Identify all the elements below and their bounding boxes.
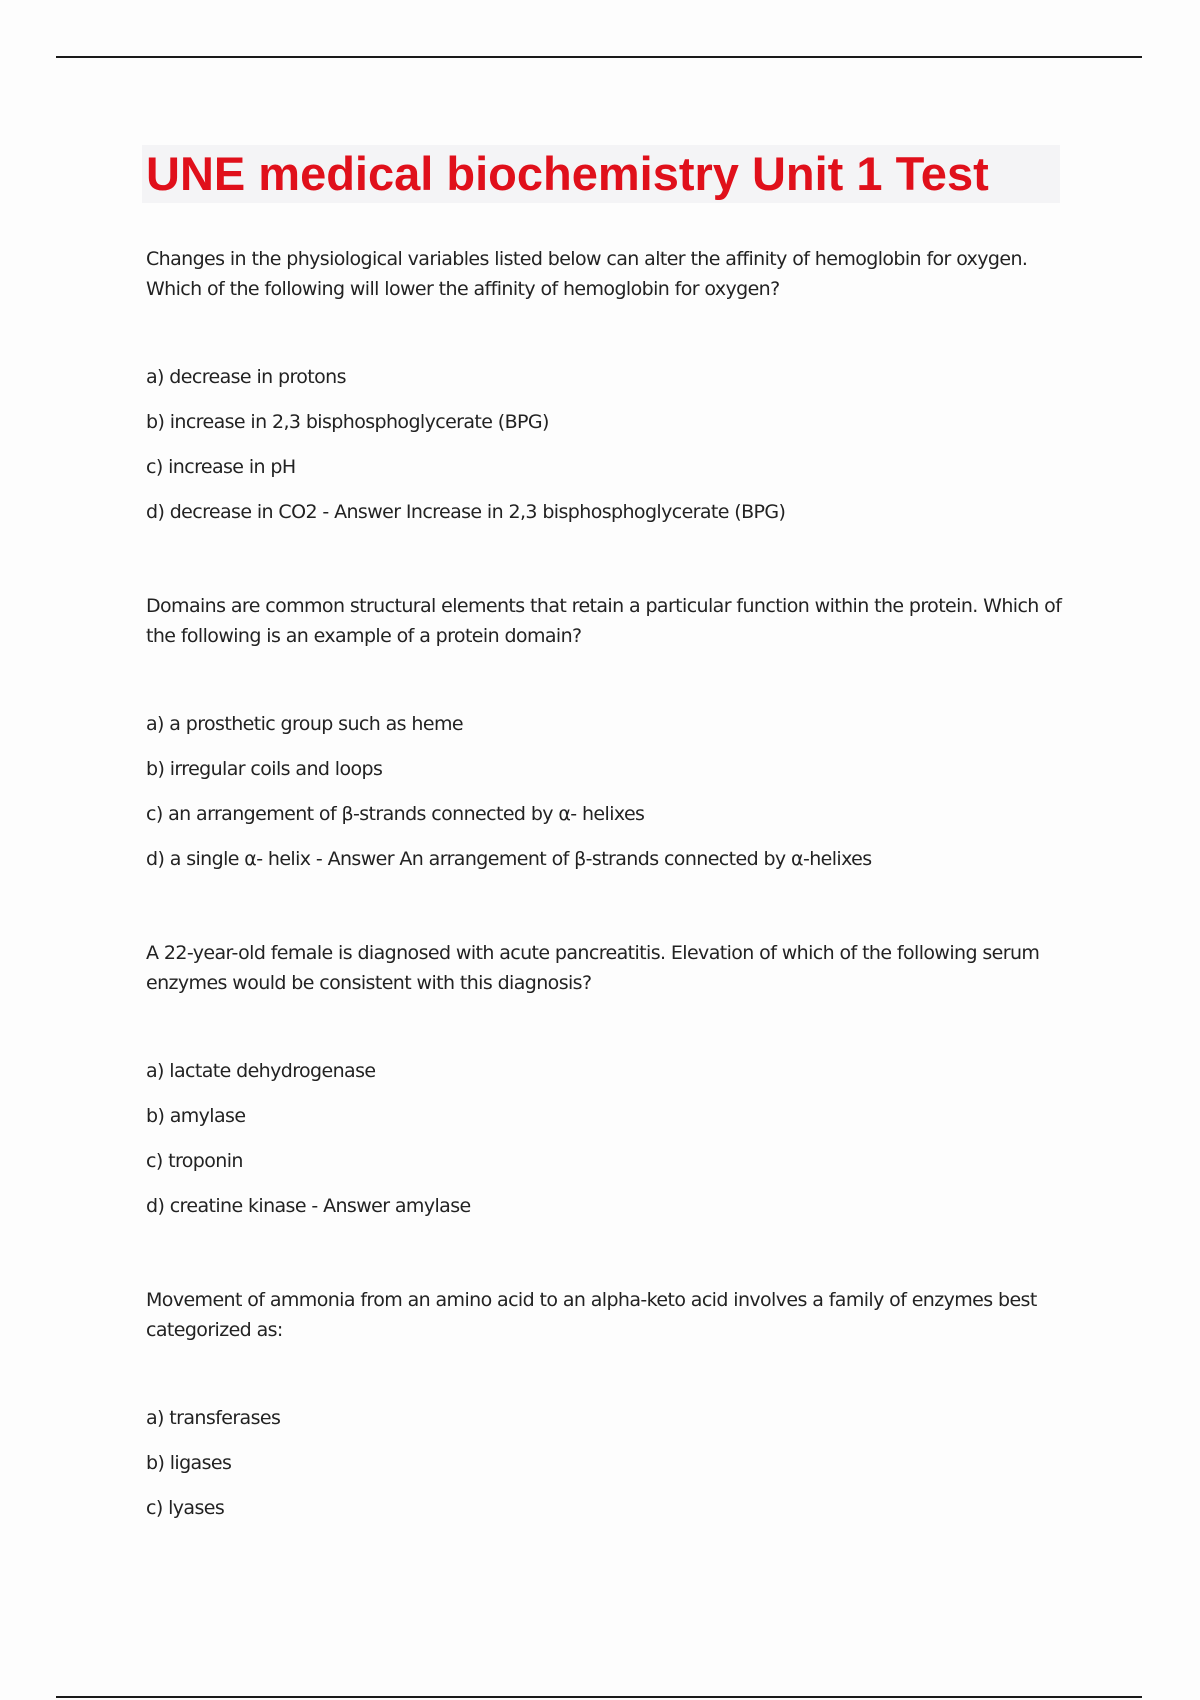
bottom-rule [56, 1696, 1142, 1698]
answer-option: a) decrease in protons [146, 366, 346, 388]
answer-option: d) a single α- helix - Answer An arrangement of β-strands connected by α-helixes [146, 848, 872, 870]
answer-option: c) an arrangement of β-strands connected by α- helixes [146, 803, 645, 825]
answer-option: d) creatine kinase - Answer amylase [146, 1195, 471, 1217]
question-text: Domains are common structural elements that retain a particular function within the protein. Which of the following is an example of a protein domain? [146, 595, 1062, 647]
answer-option: b) amylase [146, 1105, 246, 1127]
answer-option: c) increase in pH [146, 456, 296, 478]
answer-option: c) lyases [146, 1497, 225, 1519]
question-text: Changes in the physiological variables listed below can alter the affinity of hemoglobin for oxygen. Which of the following will lower the affinity of hemoglobin for oxygen? [146, 248, 1028, 300]
document-title: UNE medical biochemistry Unit 1 Test [146, 147, 989, 200]
top-rule [56, 56, 1142, 58]
answer-options [146, 1403, 1066, 1538]
question-block [146, 591, 1066, 938]
answer-option: a) a prosthetic group such as heme [146, 713, 463, 735]
answer-option: d) decrease in CO2 - Answer Increase in 2,3 bisphosphoglycerate (BPG) [146, 501, 786, 523]
answer-options [146, 362, 1066, 542]
answer-option: b) irregular coils and loops [146, 758, 383, 780]
answer-option: b) ligases [146, 1452, 232, 1474]
question-text: Movement of ammonia from an amino acid to an alpha-keto acid involves a family of enzymes best categorized as: [146, 1289, 1037, 1341]
question-block [146, 244, 1066, 591]
answer-option: b) increase in 2,3 bisphosphoglycerate (BPG) [146, 411, 549, 433]
question-text: A 22-year-old female is diagnosed with acute pancreatitis. Elevation of which of the following serum enzymes would be consistent with this diagnosis? [146, 942, 1040, 994]
document-body [146, 244, 1066, 1632]
answer-option: c) troponin [146, 1150, 243, 1172]
question-block [146, 938, 1066, 1285]
answer-option: a) transferases [146, 1407, 281, 1429]
answer-option: a) lactate dehydrogenase [146, 1060, 376, 1082]
answer-options [146, 709, 1066, 889]
answer-options [146, 1056, 1066, 1236]
question-block [146, 1285, 1066, 1632]
